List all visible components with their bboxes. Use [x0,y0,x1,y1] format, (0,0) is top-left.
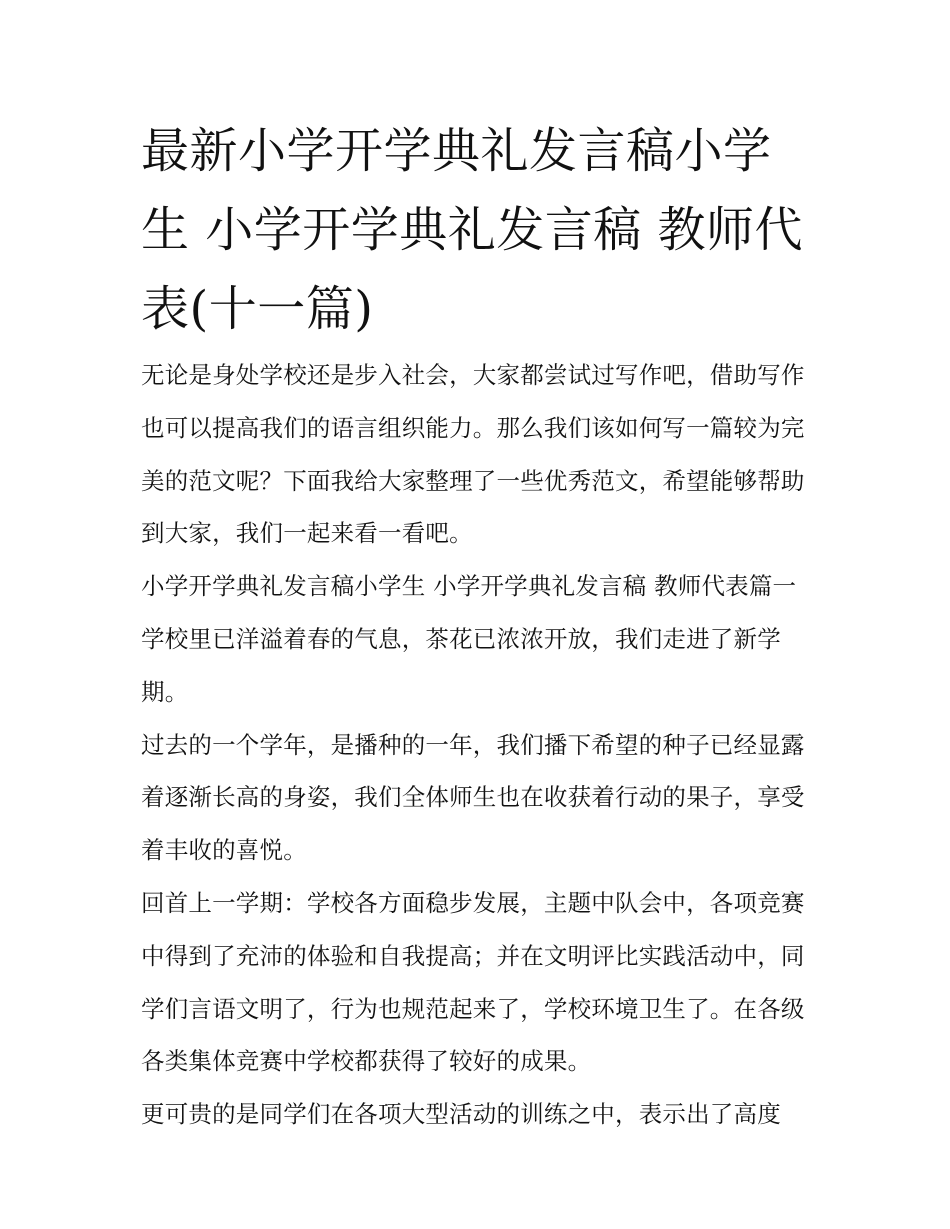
document-page [141,112,813,1141]
body-paragraph-2: 过去的一个学年，是播种的一年，我们播下希望的种子已经显露着逐渐长高的身姿，我们全体师生也在收获着行动的果子，享受着丰收的喜悦。 [141,730,805,865]
intro-paragraph: 无论是身处学校还是步入社会，大家都尝试过写作吧，借助写作也可以提高我们的语言组织能力。那么我们该如何写一篇较为完美的范文呢？下面我给大家整理了一些优秀范文，希望能够帮助到大家，我们一起来看一看吧。 [141,361,805,548]
body-paragraph-1: 小学开学典礼发言稿小学生 小学开学典礼发言稿 教师代表篇一 学校里已洋溢着春的气息，茶花已浓浓开放，我们走进了新学期。 [141,572,797,706]
body-paragraph-4: 更可贵的是同学们在各项大型活动的训练之中，表示出了高度 [141,1100,781,1129]
body-paragraph-3: 回首上一学期：学校各方面稳步发展，主题中队会中，各项竞赛中得到了充沛的体验和自我提高；并在文明评比实践活动中，同学们言语文明了，行为也规范起来了，学校环境卫生了。在各级各类集体竞赛中学校都获得了较好的成果。 [141,888,805,1076]
document-title: 最新小学开学典礼发言稿小学生 小学开学典礼发言稿 教师代表(十一篇) [141,123,804,337]
